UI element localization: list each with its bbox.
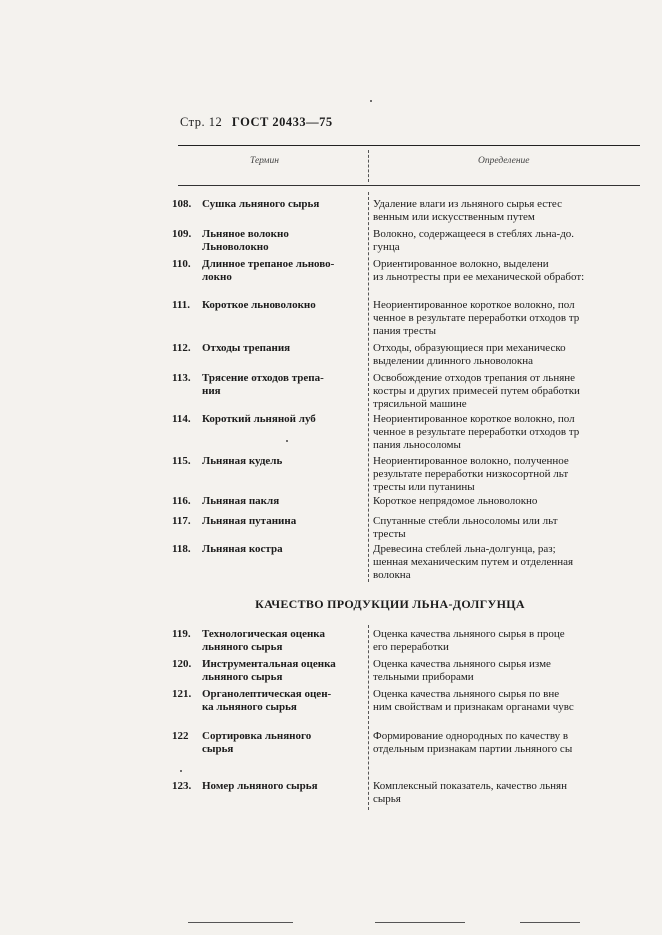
table-top-rule [178, 145, 640, 146]
term-line: Льняная кудель [202, 455, 283, 467]
page-speck [370, 100, 372, 102]
term-line: Короткое льноволокно [202, 299, 316, 311]
term-definition: Формирование однородных по качеству в отдельным признакам партии льняного сы [373, 730, 573, 755]
term-number: 121. [172, 688, 192, 700]
term-number: 115. [172, 455, 191, 467]
term-definition: Спутанные стебли льносоломы или льт тресты [373, 515, 558, 540]
term-line: Льняная путанина [202, 515, 297, 527]
header-column-divider [368, 150, 369, 182]
term-line: ка льняного сырья [202, 701, 297, 713]
term-number: 111. [172, 299, 191, 311]
page-speck [180, 770, 182, 772]
term-number: 113. [172, 372, 191, 384]
term-line: Короткий льняной луб [202, 413, 316, 425]
term-number: 108. [172, 198, 192, 210]
term-line: Номер льняного сырья [202, 780, 318, 792]
term-line: Органолептическая оцен- [202, 688, 332, 700]
page-header [180, 115, 333, 130]
term-line: Льняная пакля [202, 495, 280, 507]
term-number: 112. [172, 342, 191, 354]
term-definition: Удаление влаги из льняного сырья естес венным или искусственным путем [373, 198, 562, 223]
column-header-definition: Определение [478, 156, 530, 166]
term-definition: Освобождение отходов трепания от льняне костры и других примесей путем обработки трясильной машине [373, 372, 580, 410]
term-line: льняного сырья [202, 671, 283, 683]
section-title: КАЧЕСТВО ПРОДУКЦИИ ЛЬНА-ДОЛГУНЦА [255, 597, 525, 611]
term-definition: Оценка качества льняного сырья в проце его переработки [373, 628, 565, 653]
term-line: сырья [202, 743, 234, 755]
term-number: 114. [172, 413, 191, 425]
term-definition: Ориентированное волокно, выделени из льнотресты при ее механической обработ: [373, 258, 585, 283]
term-number: 117. [172, 515, 191, 527]
term-number: 118. [172, 543, 191, 555]
term-line: Трясение отходов трепа- [202, 372, 324, 384]
term-line: Льняная костра [202, 543, 283, 555]
term-line: Длинное трепаное льново- [202, 258, 335, 270]
term-definition: Неориентированное волокно, полученное результате переработки низкосортной льт тресты или путанины [373, 455, 569, 493]
term-definition: Неориентированное короткое волокно, пол ченное в результате переработки отходов тр пания льносоломы [373, 413, 580, 451]
footer-line [188, 922, 293, 923]
term-line: Льняное волокно [202, 228, 289, 240]
term-definition: Отходы, образующиеся при механическо выделении длинного льноволокна [373, 342, 566, 367]
term-definition: Оценка качества льняного сырья изме тельными приборами [373, 658, 551, 683]
page-label: Стр. 12 [180, 115, 223, 129]
term-line: Отходы трепания [202, 342, 291, 354]
page-speck [286, 440, 288, 442]
footer-line [375, 922, 465, 923]
standard-number: ГОСТ 20433—75 [231, 115, 333, 129]
term-definition: Оценка качества льняного сырья по вне ним свойствам и признакам органами чувс [373, 688, 574, 713]
term-line: Технологическая оценка [202, 628, 325, 640]
term-definition: Короткое непрядомое льноволокно [373, 495, 538, 507]
term-number: 123. [172, 780, 192, 792]
table-header-rule [178, 185, 640, 186]
term-number: 116. [172, 495, 191, 507]
term-definition: Комплексный показатель, качество льнян сырья [373, 780, 567, 805]
term-definition: Волокно, содержащееся в стеблях льна-до. гунца [373, 228, 575, 253]
term-line: Инструментальная оценка [202, 658, 336, 670]
column-header-term: Термин [250, 156, 279, 166]
term-line: ния [202, 385, 221, 397]
term-number: 122 [172, 730, 189, 742]
term-number: 109. [172, 228, 192, 240]
term-line: Сортировка льняного [202, 730, 312, 742]
term-number: 110. [172, 258, 191, 270]
term-number: 120. [172, 658, 192, 670]
term-line: Сушка льняного сырья [202, 198, 320, 210]
term-line: Льноволокно [202, 241, 269, 253]
term-line: льняного сырья [202, 641, 283, 653]
term-number: 119. [172, 628, 191, 640]
footer-line [520, 922, 580, 923]
term-line: локно [202, 271, 232, 283]
term-definition: Древесина стеблей льна-долгунца, раз; шенная механическим путем и отделенная волокна [373, 543, 574, 581]
term-definition: Неориентированное короткое волокно, пол ченное в результате переработки отходов тр пания тресты [373, 299, 580, 337]
